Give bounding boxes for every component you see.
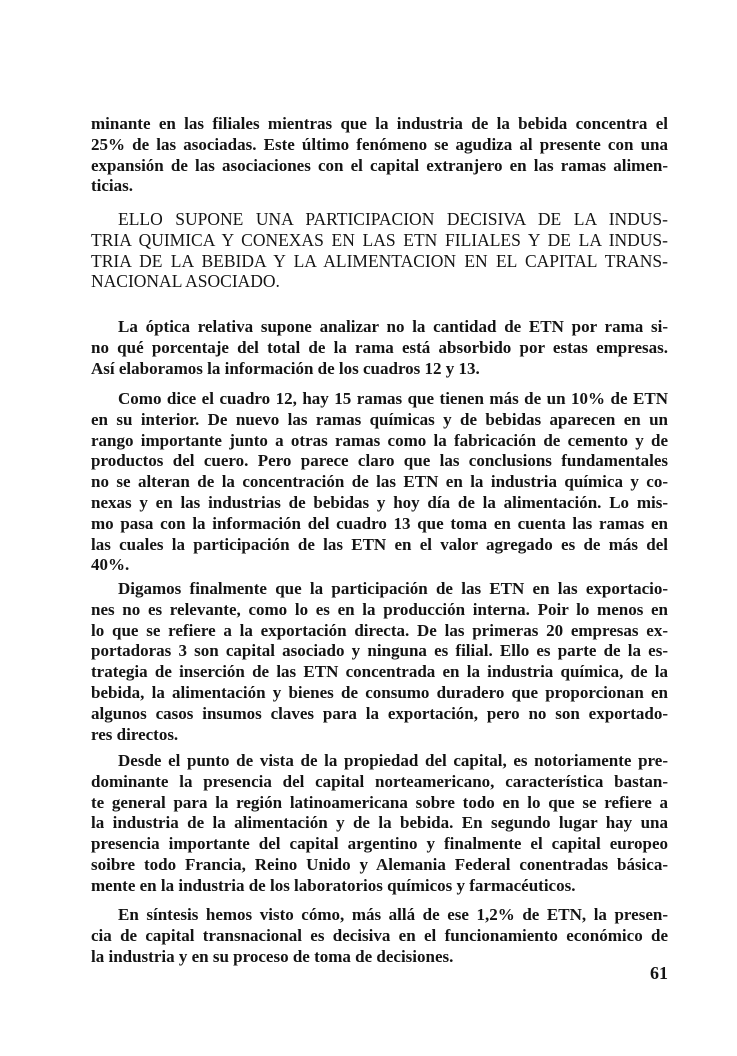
text-line: 25% de las asociadas. Este último fenómeno se agudiza al presente con una	[91, 134, 668, 154]
text-line: rango importante junto a otras ramas como la fabricación de cemento y de	[91, 430, 668, 450]
text-line: mente en la industria de los laboratorios químicos y farmacéuticos.	[91, 875, 576, 895]
page-number: 61	[650, 963, 668, 983]
text-line: En síntesis hemos visto cómo, más allá de ese 1,2% de ETN, la presen-	[118, 905, 668, 924]
text-line: res directos.	[91, 724, 179, 744]
text-line: Digamos finalmente que la participación de las ETN en las exportacio-	[118, 579, 668, 598]
text-line: nexas y en las industrias de bebidas y hoy día de la alimentación. Lo mis-	[91, 492, 668, 512]
text-line: no se alteran de la concentración de las ETN en la industria química y co-	[91, 472, 668, 492]
text-line: nes no es relevante, como lo es en la producción interna. Poir lo menos en	[91, 599, 668, 619]
text-line: productos del cuero. Pero parece claro que las conclusions fundamentales	[91, 451, 668, 471]
text-line: NACIONAL ASOCIADO.	[91, 271, 280, 292]
text-line: TRIA DE LA BEBIDA Y LA ALIMENTACION EN EL CAPITAL TRANS-	[91, 250, 668, 271]
text-line: dominante la presencia del capital norteamericano, característica bastan-	[91, 771, 668, 791]
text-line: 40%.	[91, 555, 130, 575]
text-line: soibre todo Francia, Reino Unido y Alemania Federal conentradas básica-	[91, 854, 668, 874]
text-line: TRIA QUIMICA Y CONEXAS EN LAS ETN FILIALES Y DE LA INDUS-	[91, 229, 668, 250]
text-line: Así elaboramos la información de los cuadros 12 y 13.	[91, 358, 480, 378]
text-line: mo pasa con la información del cuadro 13 que toma en cuenta las ramas en	[91, 513, 668, 533]
text-line: presencia importante del capital argentino y finalmente el capital europeo	[91, 834, 668, 854]
text-line: cia de capital transnacional es decisiva en el funcionamiento económico de	[91, 925, 668, 945]
text-line: ELLO SUPONE UNA PARTICIPACION DECISIVA DE LA INDUS-	[118, 209, 668, 229]
text-line: trategia de inserción de las ETN concentrada en la industria química, de la	[91, 662, 668, 682]
paragraph	[91, 389, 668, 576]
text-line: las cuales la participación de las ETN en el valor agregado es de más del	[91, 534, 668, 554]
text-line: expansión de las asociaciones con el capital extranjero en las ramas alimen-	[91, 155, 668, 175]
text-line: ticias.	[91, 176, 134, 196]
paragraph	[91, 905, 668, 967]
emphasis-paragraph	[91, 209, 668, 292]
text-line: Desde el punto de vista de la propiedad del capital, es notoriamente pre-	[118, 751, 668, 770]
text-line: Como dice el cuadro 12, hay 15 ramas que tienen más de un 10% de ETN	[118, 389, 668, 408]
text-line: la industria y en su proceso de toma de decisiones.	[91, 946, 454, 966]
text-line: minante en las filiales mientras que la industria de la bebida concentra el	[91, 114, 668, 133]
paragraph	[91, 114, 668, 197]
text-line: portadoras 3 son capital asociado y ninguna es filial. Ello es parte de la es-	[91, 641, 668, 661]
text-line: no qué porcentaje del total de la rama está absorbido por estas empresas.	[91, 337, 668, 357]
text-line: en su interior. De nuevo las ramas químicas y de bebidas aparecen en un	[91, 409, 668, 429]
text-line: la industria de la alimentación y de la bebida. En segundo lugar hay una	[91, 813, 668, 833]
paragraph	[91, 317, 668, 379]
text-line: lo que se refiere a la exportación directa. De las primeras 20 empresas ex-	[91, 620, 668, 640]
paragraph	[91, 751, 668, 897]
text-line: La óptica relativa supone analizar no la cantidad de ETN por rama si-	[118, 317, 668, 336]
text-line: algunos casos insumos claves para la exportación, pero no son exportado-	[91, 703, 668, 723]
text-line: bebida, la alimentación y bienes de consumo duradero que proporcionan en	[91, 682, 668, 702]
text-line: te general para la región latinoamericana sobre todo en lo que se refiere a	[91, 792, 668, 812]
paragraph	[91, 579, 668, 745]
